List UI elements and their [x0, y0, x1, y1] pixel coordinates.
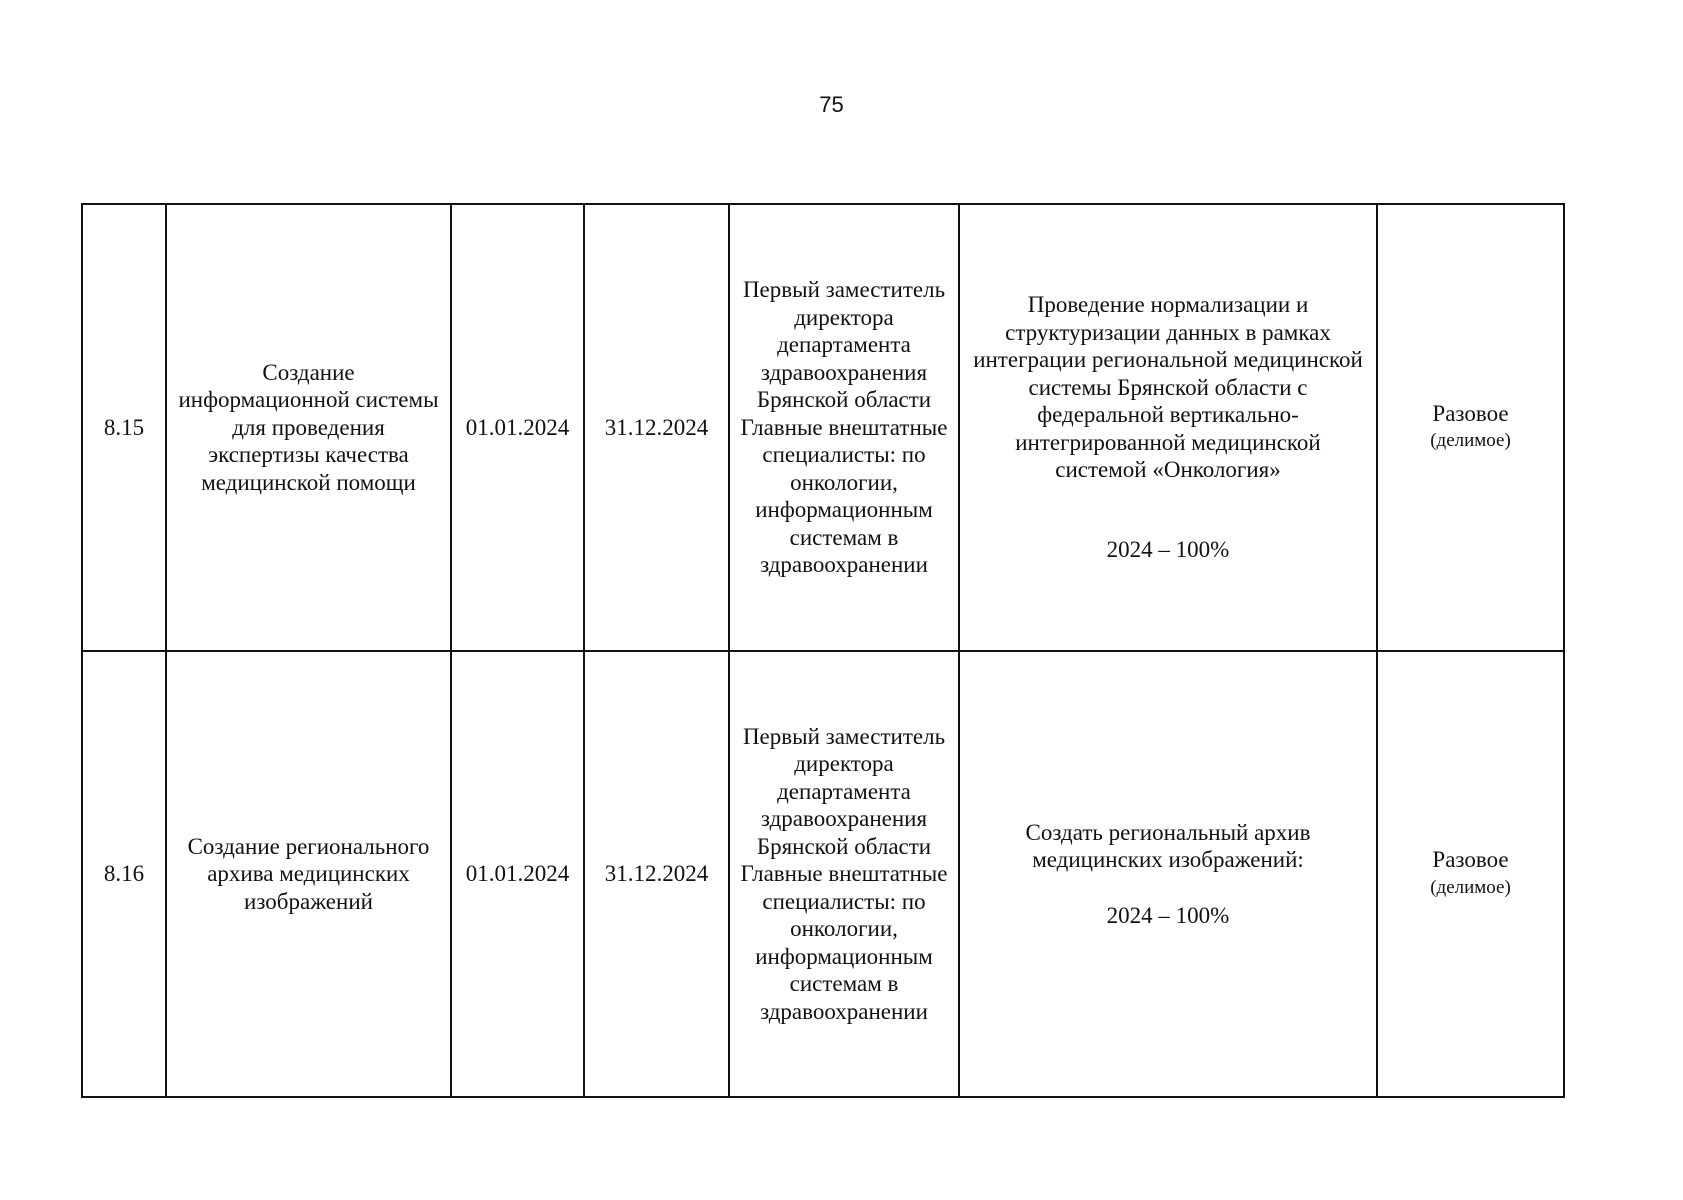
result-text: Создать региональный архив медицинских изображений:	[1025, 819, 1311, 872]
type-sub: (делимое)	[1430, 876, 1511, 898]
result-year: 2024 – 100%	[1106, 902, 1230, 928]
page-number: 75	[819, 92, 844, 117]
start-date: 01.01.2024	[451, 204, 584, 651]
expected-result	[959, 651, 1377, 1098]
start-date: 01.01.2024	[451, 651, 584, 1098]
item-number: 8.16	[82, 651, 166, 1098]
measures-table	[81, 203, 1565, 1098]
measure-name: Создание регионального архива медицинских изображений	[166, 651, 451, 1098]
table-row	[82, 204, 1564, 651]
type-main: Разовое	[1432, 400, 1509, 426]
measure-type	[1377, 204, 1564, 651]
end-date: 31.12.2024	[584, 204, 729, 651]
end-date: 31.12.2024	[584, 651, 729, 1098]
measure-name: Создание информационной системы для проведения экспертизы качества медицинской помощи	[166, 204, 451, 651]
table-row	[82, 651, 1564, 1098]
measure-type	[1377, 651, 1564, 1098]
responsible-person: Первый заместитель директора департамента здравоохранения Брянской области Главные внештатные специалисты: по онкологии, информационным системам в здравоохранении	[729, 204, 959, 651]
item-number: 8.15	[82, 204, 166, 651]
expected-result	[959, 204, 1377, 651]
result-text: Проведение нормализации и структуризации данных в рамках интеграции региональной медицинской системы Брянской области с федеральной вертикально-интегрированной медицинской системой «Онкология»	[973, 292, 1363, 483]
responsible-person: Первый заместитель директора департамента здравоохранения Брянской области Главные внештатные специалисты: по онкологии, информационным системам в здравоохранении	[729, 651, 959, 1098]
type-main: Разовое	[1432, 847, 1509, 873]
result-year: 2024 – 100%	[1106, 536, 1230, 562]
type-sub: (делимое)	[1430, 430, 1511, 452]
